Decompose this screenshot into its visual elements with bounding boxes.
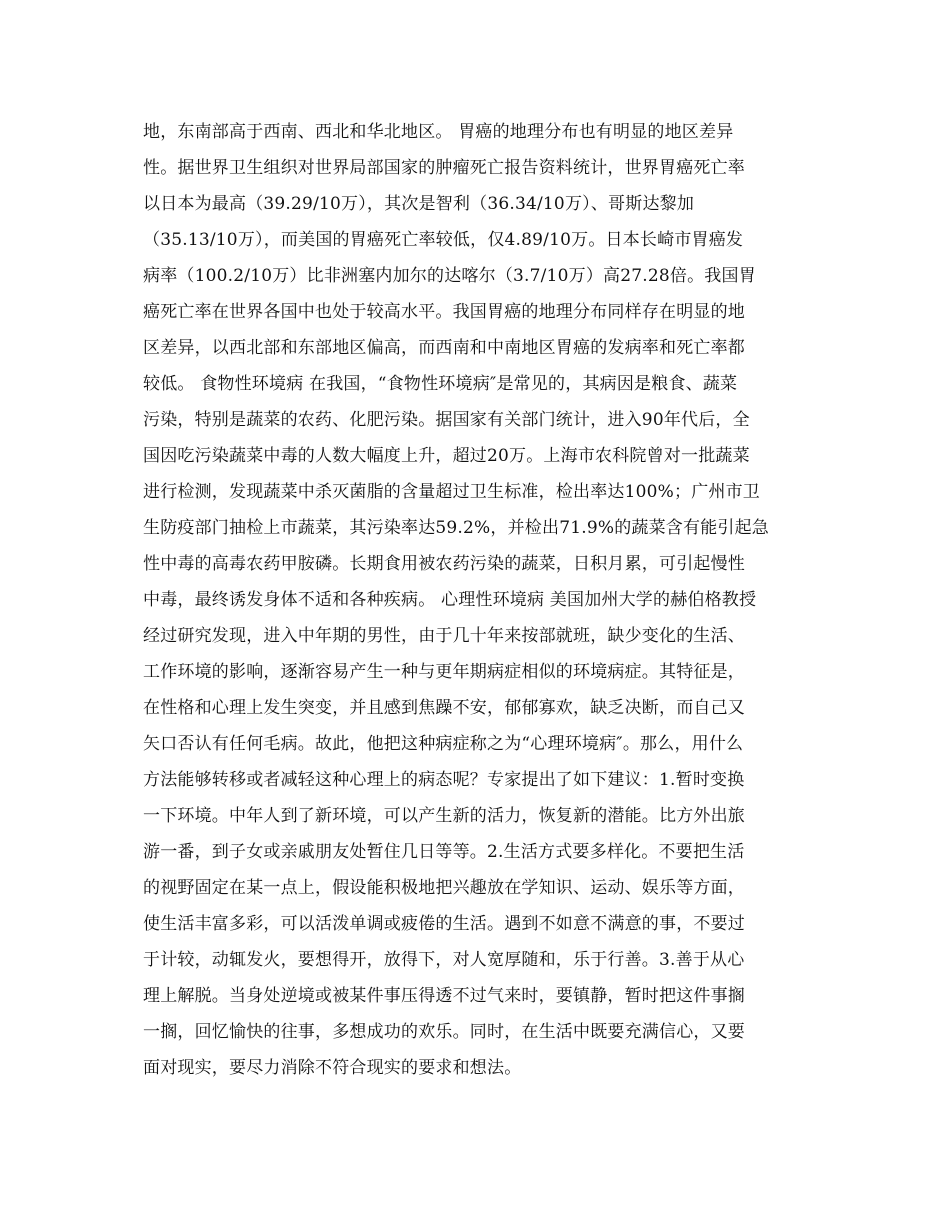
text-line: 工作环境的影响，逐渐容易产生一种与更年期病症相似的环境病症。其特征是， [143,662,745,682]
text-line: 以日本为最高（39.29/10万），其次是智利（36.34/10万）、哥斯达黎加 [143,194,695,214]
text-line: 于计较，动辄发火，要想得开，放得下，对人宽厚随和，乐于行善。3.善于从心 [143,950,745,970]
text-line: 理上解脱。当身处逆境或被某件事压得透不过气来时，要镇静，暂时把这件事搁 [143,986,745,1006]
text-line: 方法能够转移或者减轻这种心理上的病态呢？专家提出了如下建议：1.暂时变换 [143,770,745,790]
text-line: 生防疫部门抽检上市蔬菜，其污染率达59.2%，并检出71.9%的蔬菜含有能引起急 [143,518,770,538]
text-line: 使生活丰富多彩，可以活泼单调或疲倦的生活。遇到不如意不满意的事，不要过 [143,914,745,934]
text-line: 病率（100.2/10万）比非洲塞内加尔的达喀尔（3.7/10万）高27.28倍。我国胃 [143,266,756,286]
text-line: 较低。 食物性环境病 在我国，“食物性环境病″是常见的，其病因是粮食、蔬菜 [143,374,738,394]
text-line: 癌死亡率在世界各国中也处于较高水平。我国胃癌的地理分布同样存在明显的地 [143,302,745,322]
text-line: 一搁，回忆愉快的往事，多想成功的欢乐。同时，在生活中既要充满信心，又要 [143,1022,745,1042]
text-line: （35.13/10万），而美国的胃癌死亡率较低，仅4.89/10万。日本长崎市胃癌发 [143,230,744,250]
text-line: 性中毒的高毒农药甲胺磷。长期食用被农药污染的蔬菜，日积月累，可引起慢性 [143,554,745,574]
text-line: 的视野固定在某一点上，假设能积极地把兴趣放在学知识、运动、娱乐等方面， [143,878,745,898]
text-line: 经过研究发现，进入中年期的男性，由于几十年来按部就班，缺少变化的生活、 [143,626,745,646]
text-line: 中毒，最终诱发身体不适和各种疾病。 心理性环境病 美国加州大学的赫伯格教授 [143,590,757,610]
text-line: 地，东南部高于西南、西北和华北地区。 胃癌的地理分布也有明显的地区差异 [143,122,734,142]
text-line: 面对现实，要尽力消除不符合现实的要求和想法。 [143,1058,522,1078]
body-text [143,114,823,1086]
text-line: 性。据世界卫生组织对世界局部国家的肿瘤死亡报告资料统计，世界胃癌死亡率 [143,158,745,178]
text-line: 在性格和心理上发生突变，并且感到焦躁不安，郁郁寡欢，缺乏决断，而自己又 [143,698,745,718]
text-line: 矢口否认有任何毛病。故此，他把这种病症称之为“心理环境病″。那么，用什么 [143,734,744,754]
text-line: 污染，特别是蔬菜的农药、化肥污染。据国家有关部门统计，进入90年代后，全 [143,410,750,430]
text-line: 进行检测，发现蔬菜中杀灭菌脂的含量超过卫生标准，检出率达100%；广州市卫 [143,482,760,502]
text-line: 国因吃污染蔬菜中毒的人数大幅度上升，超过20万。上海市农科院曾对一批蔬菜 [143,446,750,466]
text-line: 一下环境。中年人到了新环境，可以产生新的活力，恢复新的潜能。比方外出旅 [143,806,745,826]
text-line: 游一番，到子女或亲戚朋友处暂住几日等等。2.生活方式要多样化。不要把生活 [143,842,745,862]
text-line: 区差异，以西北部和东部地区偏高，而西南和中南地区胃癌的发病率和死亡率都 [143,338,745,358]
